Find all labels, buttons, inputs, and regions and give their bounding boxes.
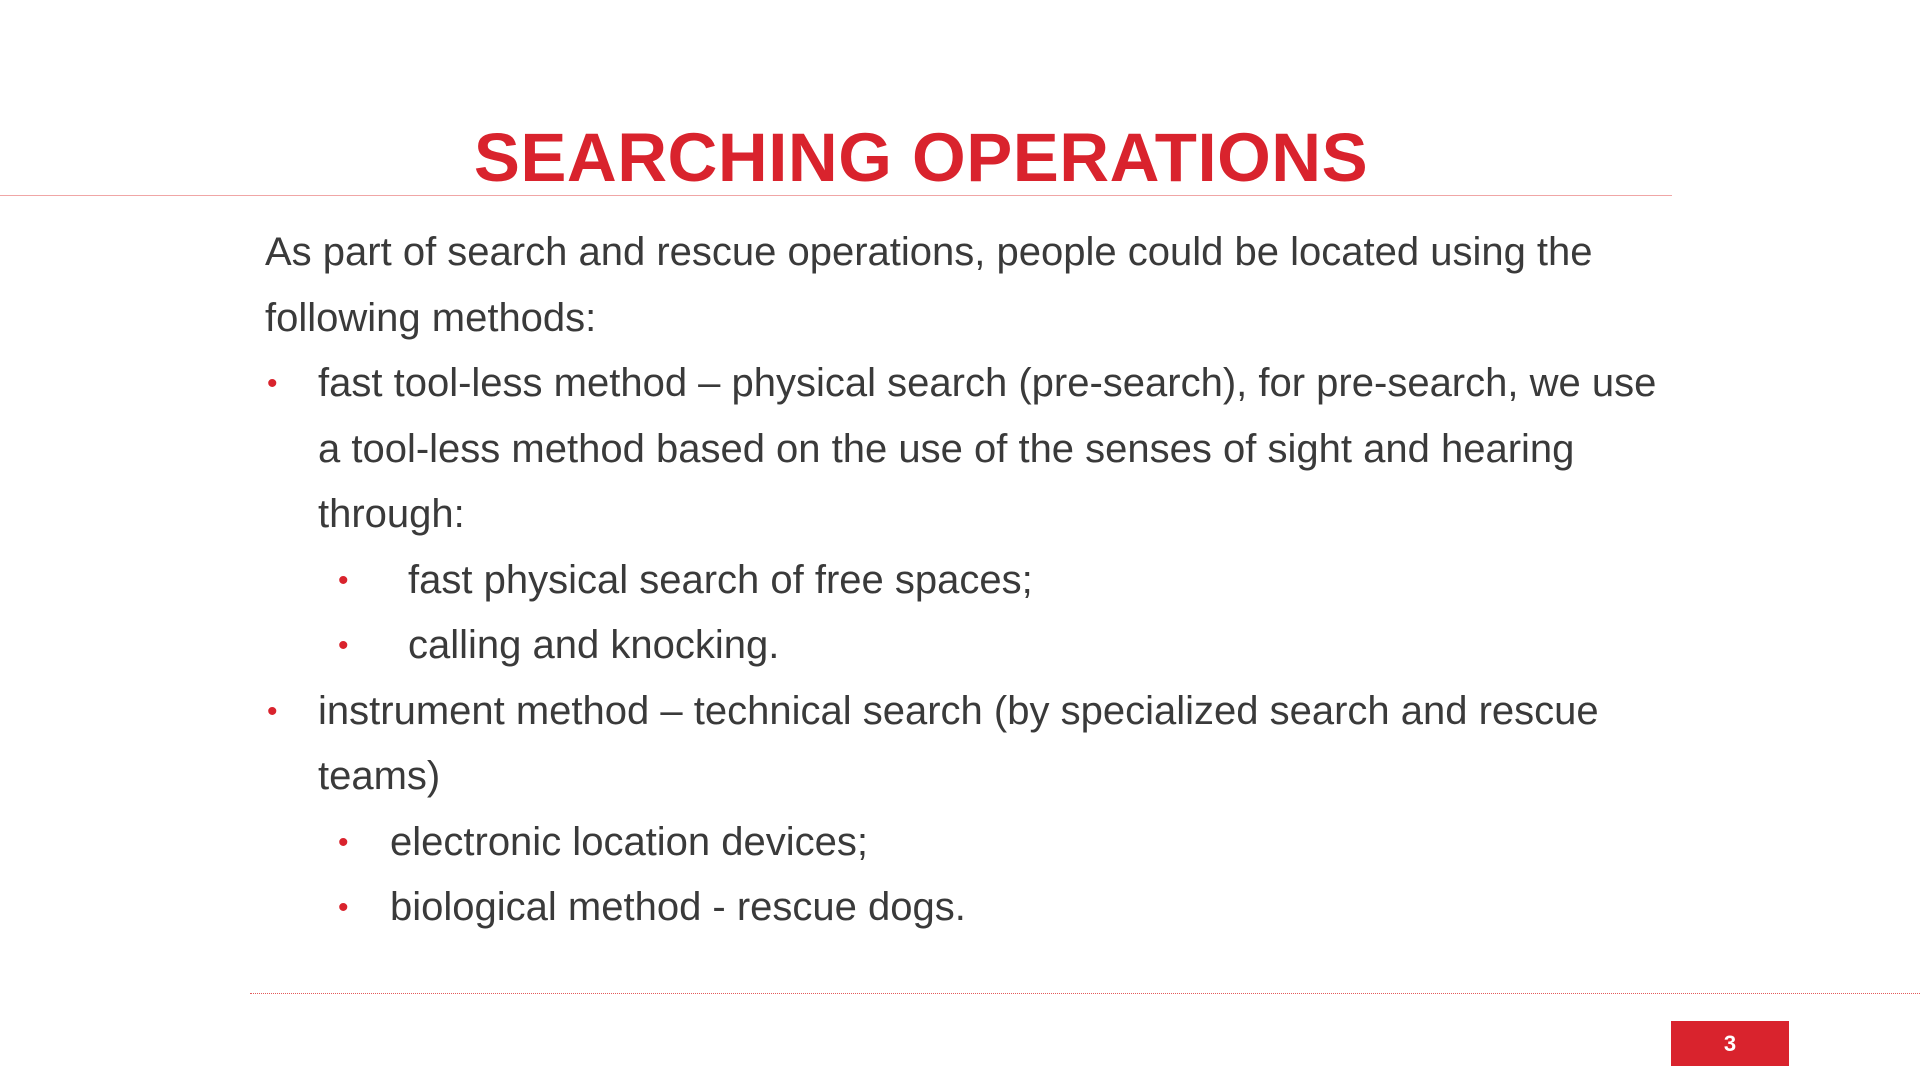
sub-item-text: biological method - rescue dogs.	[390, 885, 966, 929]
sub-item-text: calling and knocking.	[408, 623, 780, 667]
slide-title: SEARCHING OPERATIONS	[473, 119, 1369, 196]
slide-body	[265, 220, 1685, 941]
bullet-icon: •	[338, 891, 349, 924]
sub-item-rescue-dogs	[265, 875, 1685, 941]
list-item-text: instrument method – technical search (by specialized search and rescue teams)	[318, 688, 1599, 798]
bullet-icon: •	[338, 629, 349, 662]
bullet-icon: •	[267, 694, 278, 728]
list-item-instrument-method	[265, 679, 1685, 810]
sub-item-text: fast physical search of free spaces;	[408, 557, 1033, 602]
sub-item-free-spaces	[265, 548, 1685, 614]
sub-item-text: electronic location devices;	[390, 819, 869, 864]
footer-divider	[250, 993, 1920, 994]
bullet-icon: •	[267, 367, 278, 400]
list-item-fast-toolless-method	[265, 351, 1685, 548]
list-item-text: fast tool-less method – physical search (pre-search), for pre-search, we use a tool-less method based on the use of the senses of sight and hearing through:	[318, 361, 1657, 536]
bullet-icon: •	[338, 825, 349, 859]
bullet-icon: •	[338, 563, 349, 597]
title-divider	[0, 195, 1672, 196]
page-number-badge: 3	[1671, 1021, 1789, 1066]
sub-item-electronic-devices	[265, 810, 1685, 876]
sub-item-calling-knocking	[265, 613, 1685, 679]
intro-paragraph: As part of search and rescue operations, people could be located using the following methods:	[265, 230, 1593, 340]
